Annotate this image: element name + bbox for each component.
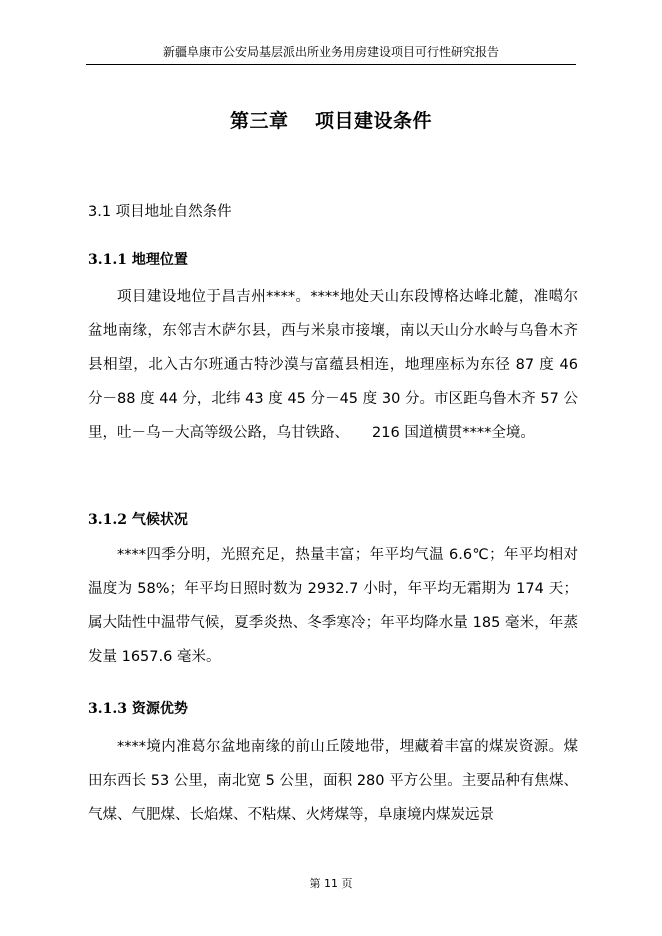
subsection-heading-location: 3.1.1 地理位置	[88, 252, 188, 268]
paragraph-location: 项目建设地位于昌吉州****。****地处天山东段博格达峰北麓，准噶尔盆地南缘，东邻吉木萨尔县，西与米泉市接壤，南以天山分水岭与乌鲁木齐县相望，北入古尔班通古特沙漠与富蕴县相连，地理座标为东径 87 度 46 分－88 度 44 分，北纬 43 度 45 分－45 度 30 分。市区距乌鲁木齐 57 公里，吐－乌－大高等级公路，乌甘铁路、 216 国道横贯****全境。	[88, 289, 583, 441]
page-number: 第 11 页	[309, 877, 353, 890]
section-heading: 3.1 项目地址自然条件	[88, 204, 232, 220]
subsection-heading-resources: 3.1.3 资源优势	[88, 701, 188, 717]
chapter-title: 第三章 项目建设条件	[229, 110, 433, 132]
subsection-heading-climate: 3.1.2 气候状况	[88, 512, 188, 528]
running-header: 新疆阜康市公安局基层派出所业务用房建设项目可行性研究报告	[86, 44, 576, 65]
paragraph-climate: ****四季分明，光照充足，热量丰富；年平均气温 6.6℃；年平均相对温度为 58%；年平均日照时数为 2932.7 小时，年平均无霜期为 174 天；属大陆性中温带气候，夏季炎热、冬季寒冷；年平均降水量 185 毫米，年蒸发量 1657.6 毫米。	[88, 547, 578, 665]
paragraph-resources: ****境内准葛尔盆地南缘的前山丘陵地带，埋藏着丰富的煤炭资源。煤田东西长 53 公里，南北宽 5 公里，面积 280 平方公里。主要品种有焦煤、气煤、气肥煤、长焰煤、不粘煤、火烤煤等，阜康境内煤炭远景	[88, 739, 578, 823]
